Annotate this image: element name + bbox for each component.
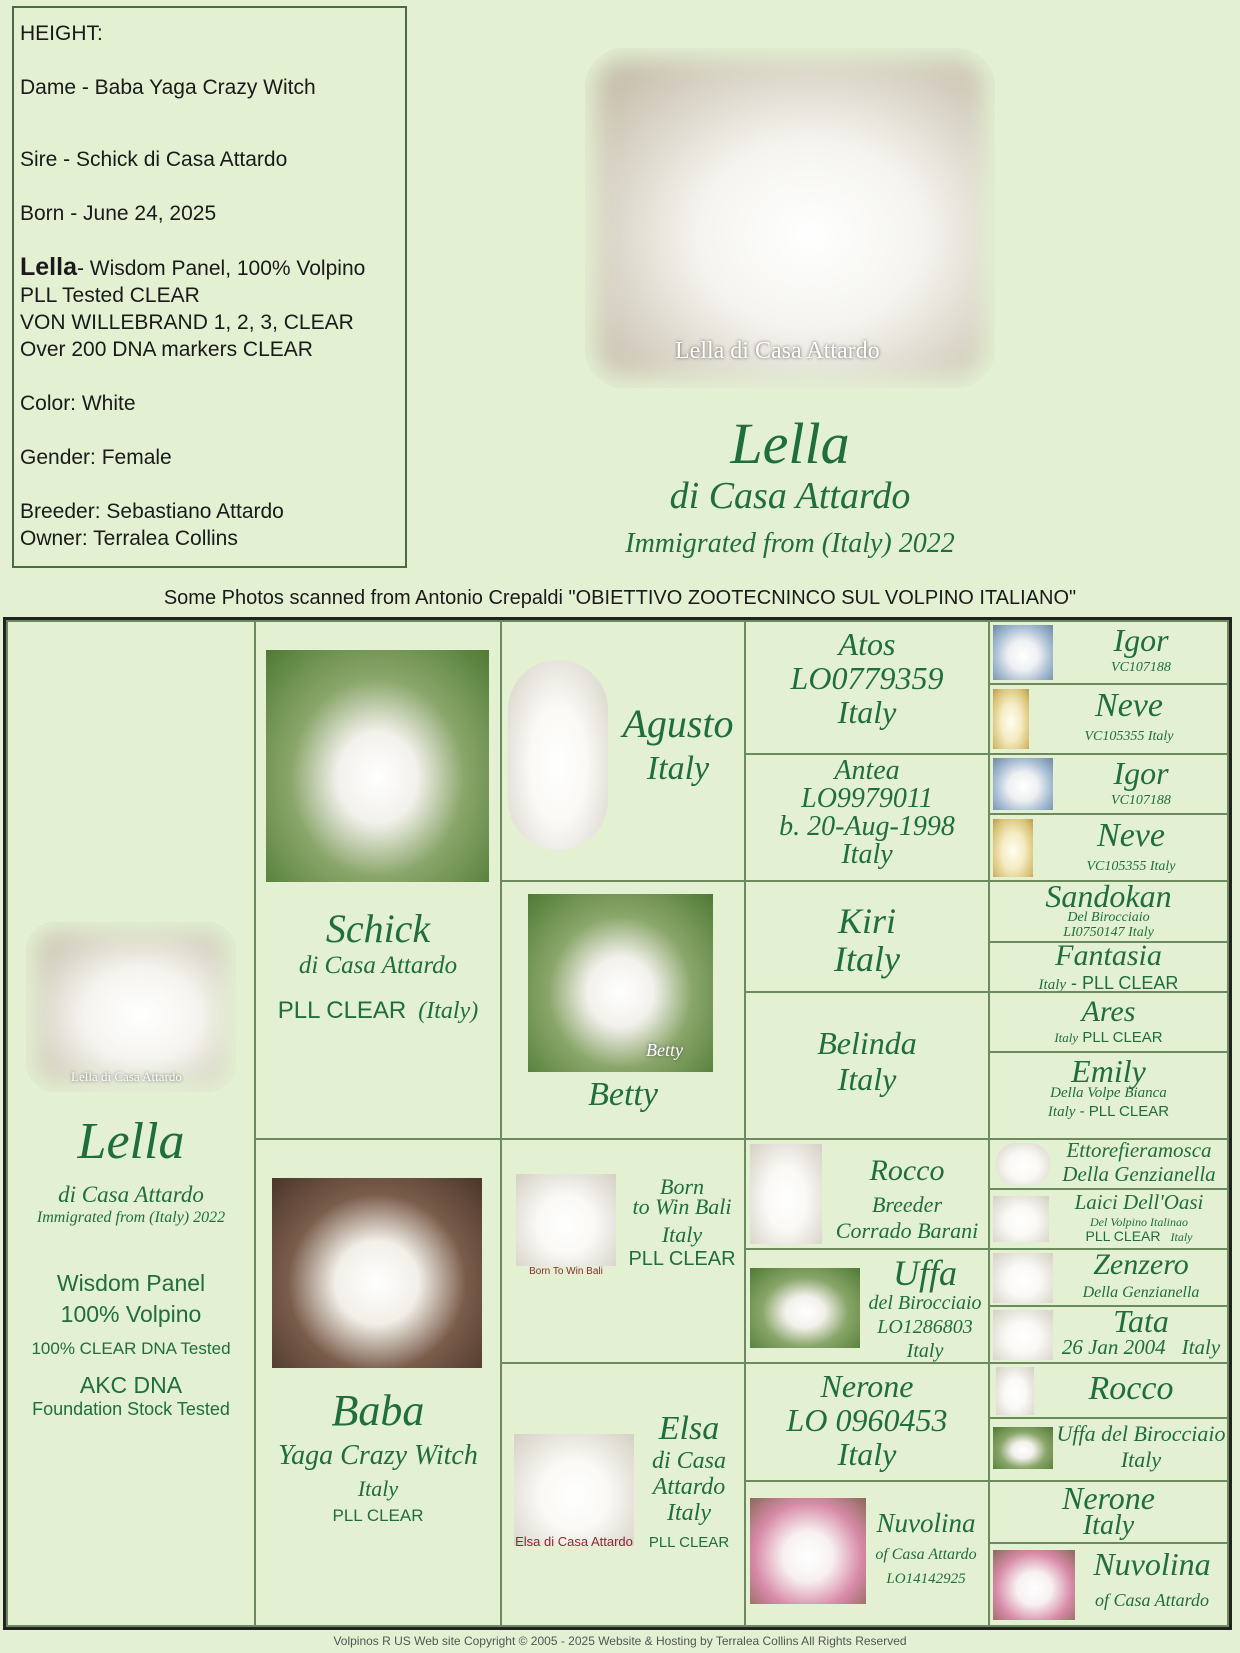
neve1-name: Neve	[1095, 687, 1163, 724]
dam-cell	[254, 1138, 502, 1627]
kiri-country: Italy	[834, 939, 900, 979]
dam-name: Baba	[331, 1386, 425, 1435]
ares-country: Italy	[1054, 1030, 1079, 1045]
elsa-name: Elsa	[658, 1410, 720, 1447]
rocco4-name: Rocco	[1088, 1370, 1174, 1407]
nuvolina-photo	[750, 1498, 866, 1604]
pedigree-chart	[3, 617, 1232, 1630]
nerone-reg: LO 0960453	[786, 1402, 948, 1438]
emily-name: Emily	[1071, 1053, 1146, 1089]
laici-pll: PLL CLEAR	[1085, 1228, 1161, 1244]
agusto-photo	[508, 660, 608, 850]
igor2-reg: VC107188	[1111, 793, 1171, 808]
belinda-country: Italy	[837, 1061, 897, 1097]
sandokan-cell	[988, 880, 1229, 943]
belinda-cell	[744, 991, 990, 1140]
nuvolina4-photo	[993, 1550, 1075, 1620]
uffa-country: Italy	[906, 1340, 944, 1362]
fantasia-pll: - PLL CLEAR	[1066, 973, 1179, 993]
zenzero-kennel: Della Genzianella	[1082, 1284, 1200, 1301]
ares-line	[990, 1029, 1227, 1046]
igor1-reg: VC107188	[1111, 660, 1171, 675]
elsa-pll: PLL CLEAR	[648, 1534, 730, 1551]
nerone-name: Nerone	[820, 1368, 914, 1404]
emily-line	[990, 1103, 1227, 1121]
dam-pll: PLL CLEAR	[332, 1506, 424, 1525]
source-note: Some Photos scanned from Antonio Crepaldi "OBIETTIVO ZOOTECNINCO SUL VOLPINO ITALIANO"	[163, 587, 1077, 609]
height-line: HEIGHT:	[20, 22, 103, 45]
elsa-photo	[514, 1434, 634, 1546]
uffa-name: Uffa	[892, 1253, 957, 1293]
neve1-photo	[993, 689, 1029, 749]
owner-line: Owner: Terralea Collins	[20, 527, 238, 550]
agusto-cell	[500, 620, 746, 882]
antea-name: Antea	[834, 755, 900, 786]
born-to-win-cell	[500, 1138, 746, 1364]
sire-pll: PLL CLEAR	[277, 997, 407, 1024]
nerone4-cell	[988, 1480, 1229, 1544]
rocco-photo	[750, 1144, 822, 1244]
igor2-name: Igor	[1113, 755, 1169, 791]
neve2-photo	[993, 819, 1033, 877]
agusto-country: Italy	[646, 750, 710, 787]
nerone-country: Italy	[837, 1436, 897, 1472]
lella-line	[20, 254, 399, 282]
sire-name: Schick	[325, 906, 431, 951]
gender-line: Gender: Female	[20, 446, 172, 469]
nuvolina4-cell	[988, 1542, 1229, 1627]
sandokan-kennel: Del Birocciaio	[1067, 910, 1150, 925]
dam-kennel: Yaga Crazy Witch	[278, 1440, 478, 1471]
rocco4-cell	[988, 1362, 1229, 1419]
rocco4-photo	[996, 1367, 1034, 1415]
emily-cell	[988, 1051, 1229, 1140]
neve1-cell	[988, 683, 1229, 755]
nerone-cell	[744, 1362, 990, 1482]
neve2-reg: VC105355 Italy	[1086, 859, 1176, 874]
nerone4-name: Nerone	[1061, 1480, 1155, 1516]
antea-country: Italy	[841, 839, 893, 870]
rocco-cell	[744, 1138, 990, 1250]
laici-cell	[988, 1188, 1229, 1250]
sire-pll-line	[256, 997, 500, 1025]
sire-line: Sire - Schick di Casa Attardo	[20, 148, 288, 171]
ares-pll: PLL CLEAR	[1078, 1029, 1163, 1046]
fantasia-name: Fantasia	[1055, 939, 1162, 972]
ares-cell	[988, 991, 1229, 1053]
rocco-name: Rocco	[869, 1154, 945, 1187]
tata-name: Tata	[1113, 1303, 1169, 1339]
hero-photo-caption: Lella di Casa Attardo	[675, 338, 880, 364]
atos-country: Italy	[837, 694, 897, 730]
dam-photo	[272, 1178, 482, 1368]
breeder-line: Breeder: Sebastiano Attardo	[20, 500, 284, 523]
rocco-breeder-name: Corrado Barani	[835, 1218, 979, 1243]
ares-name: Ares	[1081, 995, 1136, 1028]
zenzero-photo	[993, 1253, 1053, 1303]
emily-country: Italy	[1047, 1104, 1076, 1120]
subject-clear-dna: 100% CLEAR DNA Tested	[31, 1339, 231, 1358]
agusto-name: Agusto	[622, 701, 734, 746]
sandokan-reg: LI0750147 Italy	[1063, 925, 1154, 940]
uffa-reg: LO1286803	[877, 1316, 973, 1338]
ettore-cell	[988, 1138, 1229, 1190]
subject-volpino: 100% Volpino	[60, 1301, 202, 1327]
ettore-line1: Ettorefieramosca	[1066, 1138, 1212, 1162]
lella-wisdom-text: - Wisdom Panel, 100% Volpino	[76, 257, 366, 280]
rocco-breeder: Breeder	[871, 1192, 943, 1217]
elsa-line2: di Casa	[651, 1448, 726, 1474]
uffa-kennel: del Birocciaio	[868, 1292, 982, 1314]
tata-cell	[988, 1305, 1229, 1364]
subject-wisdom-panel: Wisdom Panel	[56, 1270, 206, 1296]
sire-kennel: di Casa Attardo	[298, 952, 458, 979]
born-to-win-line2: to Win Bali	[632, 1194, 732, 1219]
von-line: VON WILLEBRAND 1, 2, 3, CLEAR	[20, 311, 354, 334]
laici-line	[1050, 1228, 1228, 1245]
tata-country: Italy	[1181, 1335, 1221, 1359]
atos-reg: LO0779359	[790, 660, 944, 696]
sire-photo	[266, 650, 489, 882]
ettore-photo	[996, 1143, 1050, 1185]
laici-photo	[993, 1196, 1049, 1242]
elsa-line3: Attardo	[652, 1474, 726, 1500]
elsa-photo-caption: Elsa di Casa Attardo	[515, 1534, 633, 1549]
igor1-photo	[993, 625, 1053, 680]
color-line: Color: White	[20, 392, 136, 415]
elsa-cell	[500, 1362, 746, 1627]
sire-country: (Italy)	[418, 998, 479, 1024]
kiri-cell	[744, 880, 990, 993]
subject-akc: AKC DNA	[79, 1372, 183, 1398]
igor2-photo	[993, 758, 1053, 810]
ettore-line2: Della Genzianella	[1062, 1162, 1216, 1186]
info-box	[12, 6, 407, 568]
nuvolina-kennel: of Casa Attardo	[875, 1546, 977, 1563]
uffa-cell	[744, 1248, 990, 1364]
sandokan-name: Sandokan	[1045, 878, 1172, 914]
nerone4-country: Italy	[1082, 1510, 1135, 1541]
elsa-country: Italy	[667, 1500, 711, 1526]
betty-name: Betty	[588, 1076, 658, 1113]
nuvolina-reg: LO14142925	[886, 1571, 966, 1587]
subject-photo	[26, 922, 236, 1092]
dam-country: Italy	[357, 1476, 399, 1501]
emily-kennel: Della Volpe Bianca	[1050, 1085, 1167, 1101]
subject-name: Lella	[77, 1113, 185, 1170]
hero-photo	[585, 48, 995, 388]
antea-reg: LO9979011	[801, 783, 933, 814]
born-to-win-country: Italy	[661, 1222, 703, 1247]
born-line: Born - June 24, 2025	[20, 202, 217, 225]
nuvolina4-kennel: of Casa Attardo	[1094, 1590, 1210, 1610]
nuvolina-name: Nuvolina	[876, 1508, 976, 1538]
fantasia-country: Italy	[1038, 977, 1067, 993]
laici-kennel: Del Volpino Italinao	[1090, 1215, 1188, 1229]
tata-born: 26 Jan 2004	[1061, 1335, 1166, 1359]
born-to-win-caption: Born To Win Bali	[529, 1266, 603, 1277]
uffa4-cell	[988, 1417, 1229, 1482]
igor1-cell	[988, 620, 1229, 685]
lella-bold-name: Lella	[20, 253, 77, 281]
subject-kennel: di Casa Attardo	[58, 1182, 204, 1207]
subject-immigrated: Immigrated from (Italy) 2022	[36, 1209, 226, 1226]
tata-line	[1054, 1335, 1228, 1360]
subject-foundation: Foundation Stock Tested	[32, 1399, 230, 1419]
kiri-name: Kiri	[837, 901, 897, 941]
fantasia-cell	[988, 941, 1229, 993]
zenzero-name: Zenzero	[1093, 1248, 1189, 1281]
belinda-name: Belinda	[817, 1025, 917, 1061]
igor2-cell	[988, 753, 1229, 815]
uffa-photo	[750, 1268, 860, 1348]
uffa4-photo	[993, 1427, 1053, 1469]
subject-cell	[6, 620, 256, 1627]
neve1-reg: VC105355 Italy	[1084, 729, 1174, 744]
nuvolina-cell	[744, 1480, 990, 1627]
betty-photo	[528, 894, 713, 1072]
hero-immigrated: Immigrated from (Italy) 2022	[625, 528, 955, 559]
neve2-cell	[988, 813, 1229, 882]
uffa4-name: Uffa del Birocciaio	[1056, 1421, 1226, 1446]
laici-name: Laici Dell'Oasi	[1074, 1190, 1204, 1214]
born-to-win-line1: Born	[660, 1174, 704, 1199]
antea-cell	[744, 753, 990, 882]
sire-cell	[254, 620, 502, 1140]
pll-line: PLL Tested CLEAR	[20, 284, 200, 307]
born-to-win-photo	[516, 1174, 616, 1266]
igor1-name: Igor	[1113, 622, 1169, 658]
tata-photo	[993, 1310, 1053, 1360]
nuvolina4-name: Nuvolina	[1093, 1546, 1211, 1582]
laici-country: Italy	[1170, 1230, 1193, 1244]
uffa4-country: Italy	[1120, 1447, 1162, 1472]
neve2-name: Neve	[1097, 817, 1165, 854]
subject-photo-caption: Lella di Casa Attardo	[71, 1069, 182, 1084]
born-to-win-pll: PLL CLEAR	[628, 1248, 736, 1270]
atos-name: Atos	[838, 626, 896, 662]
emily-pll: - PLL CLEAR	[1075, 1103, 1170, 1120]
betty-cell	[500, 880, 746, 1140]
hero-name: Lella	[730, 411, 850, 476]
hero-kennel: di Casa Attardo	[669, 475, 911, 517]
footer-copyright: Volpinos R US Web site Copyright © 2005 - 2025 Website & Hosting by Terralea Collins All Rights Reserved	[333, 1634, 907, 1648]
dna-line: Over 200 DNA markers CLEAR	[20, 338, 313, 361]
zenzero-cell	[988, 1248, 1229, 1307]
betty-photo-caption: Betty	[646, 1040, 683, 1060]
dame-line: Dame - Baba Yaga Crazy Witch	[20, 76, 316, 99]
atos-cell	[744, 620, 990, 755]
antea-born: b. 20-Aug-1998	[779, 811, 955, 842]
